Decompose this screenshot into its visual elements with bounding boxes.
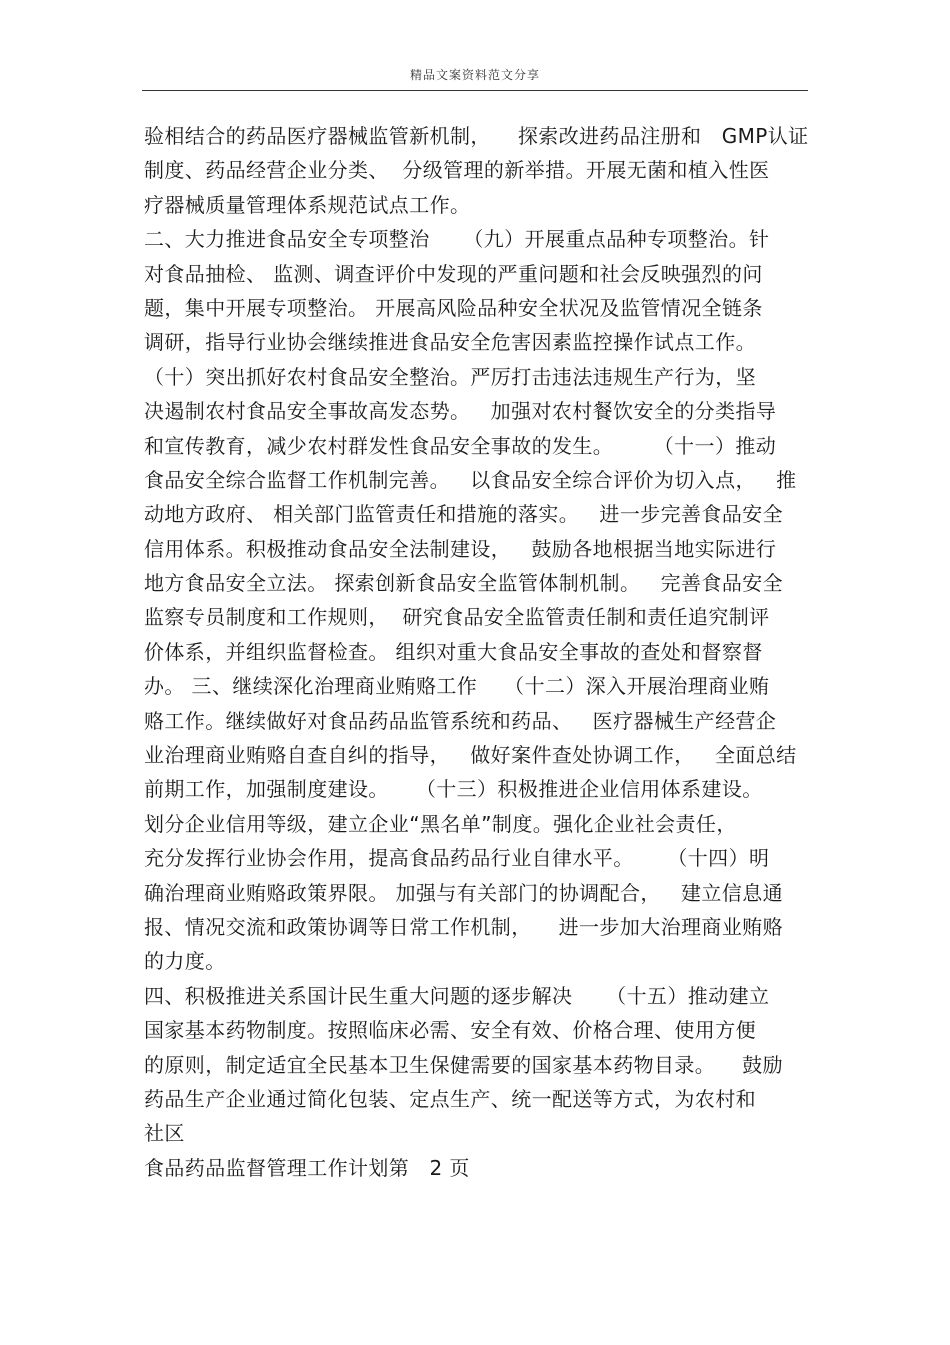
- text-line: 疗器械质量管理体系规范试点工作。: [144, 192, 471, 217]
- text-line: 划分企业信用等级，建立企业“黑名单”制度。强化企业社会责任，: [144, 811, 737, 836]
- text-line: 验相结合的药品医疗器械监管新机制， 探索改进药品注册和 GMP认证: [144, 124, 809, 148]
- text-line: 赂工作。继续做好对食品药品监管系统和药品、 医疗器械生产经营企: [144, 708, 777, 733]
- page-header: 精品文案资料范文分享: [409, 68, 540, 82]
- text-line: 前期工作，加强制度建设。 （十三）积极推进企业信用体系建设。: [144, 777, 763, 802]
- text-line: 药品生产企业通过简化包装、定点生产、统一配送等方式，为农村和: [144, 1086, 756, 1111]
- text-line: 的力度。: [144, 949, 226, 974]
- text-line: 地方食品安全立法。 探索创新食品安全监管体制机制。 完善食品安全: [144, 571, 784, 596]
- text-line: 调研，指导行业协会继续推进食品安全危害因素监控操作试点工作。: [144, 330, 756, 355]
- text-line: 食品安全综合监督工作机制完善。 以食品安全综合评价为切入点， 推: [144, 467, 797, 492]
- text-line: 决遏制农村食品安全事故高发态势。 加强对农村餐饮安全的分类指导: [144, 399, 777, 424]
- text-line: 信用体系。积极推动食品安全法制建设， 鼓励各地根据当地实际进行: [144, 536, 777, 561]
- text-line: 对食品抽检、 监测、调查评价中发现的严重问题和社会反映强烈的问: [144, 261, 763, 286]
- text-line: 价体系，并组织监督检查。 组织对重大食品安全事故的查处和督察督: [144, 639, 763, 664]
- text-line: 业治理商业贿赂自查自纠的指导， 做好案件查处协调工作， 全面总结: [144, 743, 797, 768]
- text-line: 确治理商业贿赂政策界限。 加强与有关部门的协调配合， 建立信息通: [144, 880, 784, 905]
- text-line: 二、大力推进食品安全专项整治 （九）开展重点品种专项整治。针: [144, 227, 770, 252]
- text-line: 办。 三、继续深化治理商业贿赂工作 （十二）深入开展治理商业贿: [144, 674, 770, 699]
- document-body: [144, 119, 814, 1185]
- header-divider: [142, 90, 808, 91]
- text-line: 题，集中开展专项整治。 开展高风险品种安全状况及监管情况全链条: [144, 295, 763, 320]
- text-line: 的原则，制定适宜全民基本卫生保健需要的国家基本药物目录。 鼓励: [144, 1052, 784, 1077]
- text-line: 和宣传教育，减少农村群发性食品安全事故的发生。 （十一）推动: [144, 433, 777, 458]
- text-line: 充分发挥行业协会作用，提高食品药品行业自律水平。 （十四）明: [144, 846, 770, 871]
- text-line: 制度、药品经营企业分类、 分级管理的新举措。开展无菌和植入性医: [144, 158, 770, 183]
- text-line: 监察专员制度和工作规则， 研究食品安全监管责任制和责任追究制评: [144, 605, 770, 630]
- text-line: 国家基本药物制度。按照临床必需、安全有效、价格合理、使用方便: [144, 1018, 756, 1043]
- text-line: （十）突出抓好农村食品安全整治。严厉打击违法违规生产行为，坚: [144, 364, 756, 389]
- text-line: 动地方政府、 相关部门监管责任和措施的落实。 进一步完善食品安全: [144, 502, 784, 527]
- page-footer: 食品药品监督管理工作计划第 2 页: [144, 1155, 470, 1180]
- text-line: 报、情况交流和政策协调等日常工作机制， 进一步加大治理商业贿赂: [144, 914, 784, 939]
- text-line: 四、积极推进关系国计民生重大问题的逐步解决 （十五）推动建立: [144, 983, 770, 1008]
- text-line: 社区: [144, 1121, 185, 1146]
